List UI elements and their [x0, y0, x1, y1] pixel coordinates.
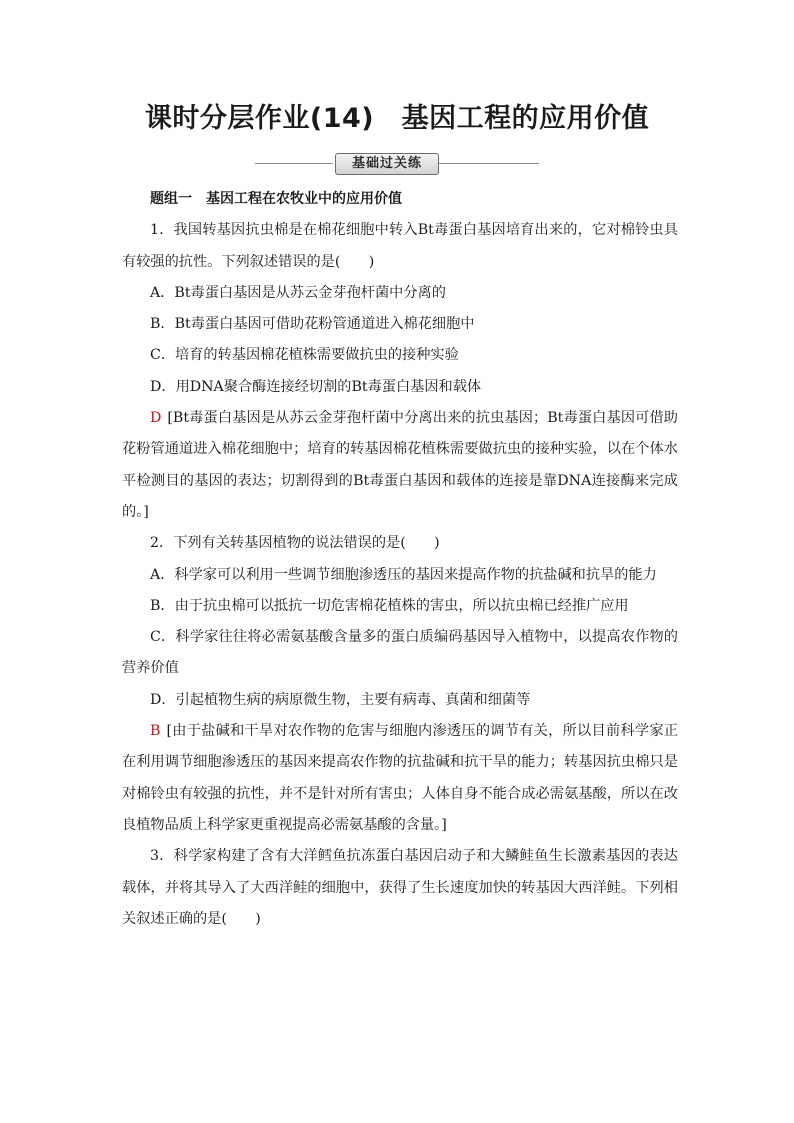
answer-explanation: [由于盐碱和干旱对农作物的危害与细胞内渗透压的调节有关，所以目前科学家正在利用调节细胞渗透压的基因来提高农作物的抗盐碱和抗干旱的能力；转基因抗虫棉只是对棉铃虫有较强的抗性，并不是针对所有害虫；人体自身不能合成必需氨基酸，所以在改良植物品质上科学家更重视提高必需氨基酸的含量。]	[122, 723, 678, 833]
divider-line-left	[255, 163, 333, 164]
question-2-option-c: C．科学家往往将必需氨基酸含量多的蛋白质编码基因导入植物中，以提高农作物的营养价值	[122, 629, 678, 677]
question-1-option-b: B．Bt毒蛋白基因可借助花粉管通道进入棉花细胞中	[150, 316, 475, 333]
question-1-option-a: A．Bt毒蛋白基因是从苏云金芽孢杆菌中分离的	[150, 284, 446, 301]
question-2-option-a: A．科学家可以利用一些调节细胞渗透压的基因来提高作物的抗盐碱和抗旱的能力	[150, 566, 657, 583]
group-title: 题组一 基因工程在农牧业中的应用价值	[150, 191, 402, 207]
section-divider	[255, 152, 539, 174]
question-3-stem: 3．科学家构建了含有大洋鳕鱼抗冻蛋白基因启动子和大鳞鲑鱼生长激素基因的表达载体，并将其导入了大西洋鲑的细胞中，获得了生长速度加快的转基因大西洋鲑。下列相关叙述正确的是( )	[122, 848, 678, 927]
question-1-stem: 1．我国转基因抗虫棉是在棉花细胞中转入Bt毒蛋白基因培育出来的，它对棉铃虫具有较强的抗性。下列叙述错误的是( )	[122, 222, 678, 270]
page-title: 课时分层作业(14) 基因工程的应用价值	[144, 103, 650, 134]
question-2-option-b: B．由于抗虫棉可以抵抗一切危害棉花植株的害虫，所以抗虫棉已经推广应用	[150, 597, 629, 614]
answer-explanation: [Bt毒蛋白基因是从苏云金芽孢杆菌中分离出来的抗虫基因；Bt毒蛋白基因可借助花粉管通道进入棉花细胞中；培育的转基因棉花植株需要做抗虫的接种实验，以在个体水平检测目的基因的表达；切割得到的Bt毒蛋白基因和载体的连接是靠DNA连接酶来完成的。]	[122, 410, 678, 520]
worksheet-content	[122, 184, 678, 935]
section-badge: 基础过关练	[335, 153, 439, 175]
question-1-option-c: C．培育的转基因棉花植株需要做抗虫的接种实验	[150, 347, 459, 364]
question-2-stem: 2．下列有关转基因植物的说法错误的是( )	[150, 535, 440, 552]
question-1-option-d: D．用DNA聚合酶连接经切割的Bt毒蛋白基因和载体	[150, 378, 482, 395]
divider-line-right	[439, 163, 539, 164]
question-2-answer	[122, 716, 678, 841]
answer-letter: B	[150, 723, 161, 740]
question-1-answer	[122, 403, 678, 528]
question-2-option-d: D．引起植物生病的病原微生物，主要有病毒、真菌和细菌等	[150, 691, 531, 708]
answer-letter: D	[150, 410, 162, 427]
